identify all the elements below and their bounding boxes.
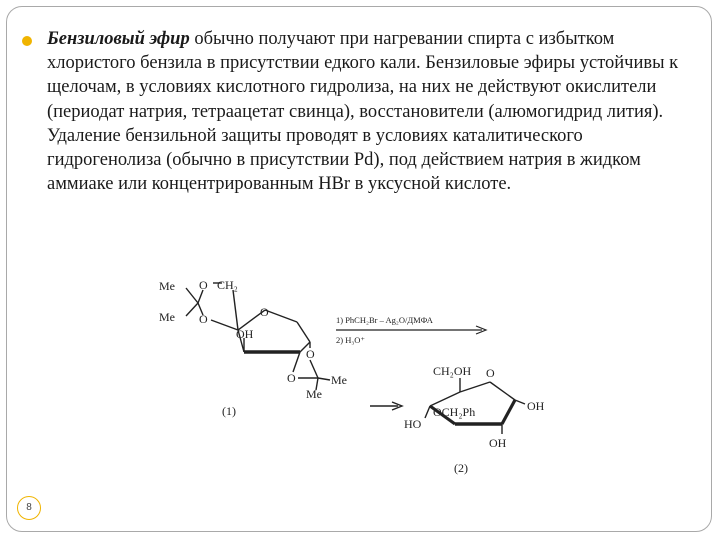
reactant-me1: Me <box>159 279 175 293</box>
reactant-oh: OH <box>236 327 254 341</box>
reactant-o-left: O <box>199 312 208 326</box>
product-label: (2) <box>454 461 468 475</box>
product-oh-bottom: OH <box>489 436 507 450</box>
reactant-structure <box>186 283 330 390</box>
reactant-me4: Me <box>306 387 322 401</box>
product-ch2oh: CH₂OH <box>433 364 472 378</box>
reactant-ch2: CH₂ <box>217 278 238 292</box>
reactant-o-top: O <box>199 278 208 292</box>
reactant-me3: Me <box>331 373 347 387</box>
term-benzyl-ether: Бензиловый эфир <box>47 29 190 49</box>
reactant-o-ring: O <box>260 305 269 319</box>
reactant-label: (1) <box>222 404 236 418</box>
product-ho: HO <box>404 417 422 431</box>
product-o-ring: O <box>486 366 495 380</box>
paragraph-text: обычно получают при нагревании спирта с избытком хлористого бензила в присутствии едкого кали. Бензиловые эфиры устойчивы к щелочам, в условиях кислотного гидролиза, на них не действуют окислители (периодат натрия, тетраацетат свинца), восстановители (алюмогидрид лития). Удаление бензильной защиты проводят в условиях каталитического гидрогенолиза (обычно в присутствии Pd), под действием натрия в жидком аммиаке или концентрированным HBr в уксусной кислоте. <box>47 29 679 195</box>
reagent-step2: 2) H₃O⁺ <box>336 335 365 345</box>
product-och2ph: OCH₂Ph <box>433 405 476 419</box>
reactant-me2: Me <box>159 310 175 324</box>
reactant-o-bottom-right: O <box>306 347 315 361</box>
reactant-o-bottom: O <box>287 371 296 385</box>
product-oh-right: OH <box>527 399 545 413</box>
page-number: 8 <box>17 496 41 520</box>
reagent-step1: 1) PhCH₂Br – Ag₂O/ДМФА <box>336 315 433 325</box>
